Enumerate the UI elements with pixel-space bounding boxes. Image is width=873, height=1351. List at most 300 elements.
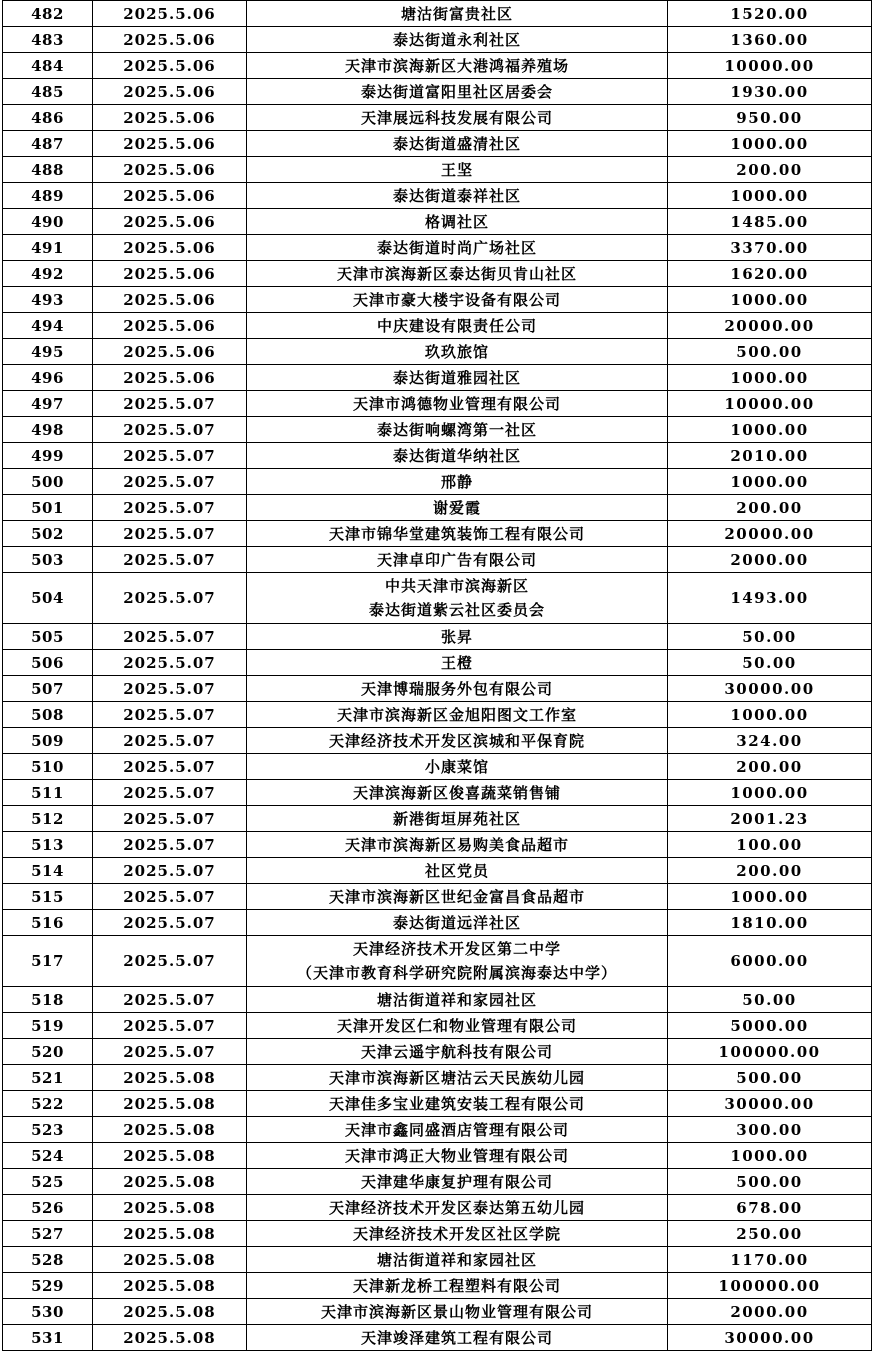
- row-amount: 1000.00: [668, 469, 872, 495]
- row-amount: 950.00: [668, 105, 872, 131]
- row-date: 2025.5.08: [93, 1247, 247, 1273]
- row-donor-name: [247, 884, 668, 910]
- donor-name-line: 天津市滨海新区易购美食品超市: [344, 835, 569, 854]
- row-amount: 1485.00: [668, 209, 872, 235]
- table-row: [3, 884, 872, 910]
- row-donor-name: [247, 858, 668, 884]
- row-number: 486: [3, 105, 93, 131]
- table-row: [3, 339, 872, 365]
- row-number: 524: [3, 1143, 93, 1169]
- row-number: 492: [3, 261, 93, 287]
- donor-name-line: 天津经济技术开发区社区学院: [352, 1224, 561, 1243]
- donor-name-line: 泰达街道时尚广场社区: [376, 238, 537, 257]
- row-number: 511: [3, 780, 93, 806]
- table-row: [3, 27, 872, 53]
- row-number: 504: [3, 573, 93, 624]
- table-row: [3, 1169, 872, 1195]
- row-amount: 1930.00: [668, 79, 872, 105]
- row-number: 509: [3, 728, 93, 754]
- row-amount: 30000.00: [668, 676, 872, 702]
- table-row: [3, 1117, 872, 1143]
- row-amount: 100000.00: [668, 1273, 872, 1299]
- row-date: 2025.5.08: [93, 1143, 247, 1169]
- donor-name-line-2: 泰达街道紫云社区委员会: [368, 601, 545, 619]
- table-row: [3, 1143, 872, 1169]
- row-number: 498: [3, 417, 93, 443]
- row-donor-name: [247, 443, 668, 469]
- table-row: [3, 157, 872, 183]
- row-donor-name: [247, 27, 668, 53]
- row-number: 483: [3, 27, 93, 53]
- row-amount: 100000.00: [668, 1039, 872, 1065]
- row-date: 2025.5.06: [93, 261, 247, 287]
- row-donor-name: [247, 1247, 668, 1273]
- donor-name-line: 中共天津市滨海新区: [384, 577, 529, 595]
- table-row: [3, 79, 872, 105]
- table-row: [3, 1013, 872, 1039]
- donor-name-line: 天津市滨海新区世纪金富昌食品超市: [328, 887, 585, 906]
- table-row: [3, 313, 872, 339]
- row-date: 2025.5.08: [93, 1195, 247, 1221]
- donor-name-line: 玖玖旅馆: [424, 342, 489, 361]
- row-number: 500: [3, 469, 93, 495]
- row-donor-name: [247, 987, 668, 1013]
- row-date: 2025.5.07: [93, 910, 247, 936]
- row-date: 2025.5.07: [93, 754, 247, 780]
- row-date: 2025.5.07: [93, 521, 247, 547]
- row-number: 496: [3, 365, 93, 391]
- donor-name-line: 邢静: [440, 472, 473, 491]
- donor-name-line: 天津卓印广告有限公司: [376, 550, 537, 569]
- row-number: 488: [3, 157, 93, 183]
- table-row: [3, 1247, 872, 1273]
- donor-name-line: 谢爱霞: [432, 498, 481, 517]
- row-amount: 100.00: [668, 832, 872, 858]
- row-donor-name: [247, 131, 668, 157]
- row-amount: 500.00: [668, 339, 872, 365]
- row-number: 521: [3, 1065, 93, 1091]
- row-number: 512: [3, 806, 93, 832]
- row-number: 531: [3, 1325, 93, 1351]
- donor-name-line: 王坚: [440, 160, 473, 179]
- row-date: 2025.5.08: [93, 1065, 247, 1091]
- table-row: [3, 936, 872, 987]
- row-amount: 1000.00: [668, 780, 872, 806]
- donor-name-line: 天津市滨海新区大港鸿福养殖场: [344, 56, 569, 75]
- row-donor-name: [247, 676, 668, 702]
- row-donor-name: [247, 910, 668, 936]
- row-donor-name: [247, 1273, 668, 1299]
- row-donor-name: [247, 1221, 668, 1247]
- table-row: [3, 728, 872, 754]
- row-number: 520: [3, 1039, 93, 1065]
- table-row: [3, 806, 872, 832]
- row-amount: 10000.00: [668, 391, 872, 417]
- donor-name-line: 天津佳多宝业建筑安装工程有限公司: [328, 1094, 585, 1113]
- table-row: [3, 702, 872, 728]
- row-number: 523: [3, 1117, 93, 1143]
- row-donor-name: [247, 1325, 668, 1351]
- row-date: 2025.5.08: [93, 1091, 247, 1117]
- donor-name-line: 天津市滨海新区景山物业管理有限公司: [320, 1302, 593, 1321]
- row-number: 487: [3, 131, 93, 157]
- row-amount: 1000.00: [668, 365, 872, 391]
- table-row: [3, 1221, 872, 1247]
- table-row: [3, 261, 872, 287]
- table-row: [3, 858, 872, 884]
- donor-name-line: 天津云遥宇航科技有限公司: [360, 1042, 553, 1061]
- table-row: [3, 780, 872, 806]
- donor-name-line: 泰达街道永利社区: [392, 30, 521, 49]
- row-amount: 1000.00: [668, 287, 872, 313]
- row-number: 528: [3, 1247, 93, 1273]
- donor-name-line: 天津新龙桥工程塑料有限公司: [352, 1276, 561, 1295]
- row-amount: 1520.00: [668, 1, 872, 27]
- donor-name-line: 泰达街道富阳里社区居委会: [360, 82, 553, 101]
- row-amount: 500.00: [668, 1169, 872, 1195]
- row-amount: 1360.00: [668, 27, 872, 53]
- row-number: 506: [3, 650, 93, 676]
- row-number: 495: [3, 339, 93, 365]
- table-row: [3, 573, 872, 624]
- row-date: 2025.5.07: [93, 624, 247, 650]
- donor-name-line: 天津市鸿德物业管理有限公司: [352, 394, 561, 413]
- row-amount: 1000.00: [668, 131, 872, 157]
- table-row: [3, 365, 872, 391]
- table-row: [3, 754, 872, 780]
- row-donor-name: [247, 417, 668, 443]
- row-date: 2025.5.08: [93, 1169, 247, 1195]
- row-donor-name: [247, 1117, 668, 1143]
- row-number: 525: [3, 1169, 93, 1195]
- row-number: 489: [3, 183, 93, 209]
- row-date: 2025.5.06: [93, 1, 247, 27]
- row-donor-name: [247, 1091, 668, 1117]
- row-donor-name: [247, 806, 668, 832]
- row-number: 526: [3, 1195, 93, 1221]
- table-row: [3, 53, 872, 79]
- table-row: [3, 391, 872, 417]
- row-amount: 5000.00: [668, 1013, 872, 1039]
- row-amount: 300.00: [668, 1117, 872, 1143]
- table-row: [3, 1325, 872, 1351]
- table-row: [3, 832, 872, 858]
- row-donor-name: [247, 780, 668, 806]
- row-number: 513: [3, 832, 93, 858]
- row-donor-name: [247, 1, 668, 27]
- table-row: [3, 235, 872, 261]
- row-amount: 1493.00: [668, 573, 872, 624]
- row-number: 514: [3, 858, 93, 884]
- table-row: [3, 1091, 872, 1117]
- row-number: 507: [3, 676, 93, 702]
- row-amount: 1000.00: [668, 1143, 872, 1169]
- row-date: 2025.5.06: [93, 105, 247, 131]
- row-amount: 50.00: [668, 624, 872, 650]
- row-donor-name: [247, 235, 668, 261]
- row-date: 2025.5.06: [93, 79, 247, 105]
- row-number: 518: [3, 987, 93, 1013]
- donor-name-line: 天津市鑫同盛酒店管理有限公司: [344, 1120, 569, 1139]
- row-number: 491: [3, 235, 93, 261]
- row-date: 2025.5.06: [93, 287, 247, 313]
- row-amount: 3370.00: [668, 235, 872, 261]
- row-number: 515: [3, 884, 93, 910]
- row-donor-name: [247, 53, 668, 79]
- table-row: [3, 987, 872, 1013]
- row-number: 503: [3, 547, 93, 573]
- row-number: 484: [3, 53, 93, 79]
- row-donor-name: [247, 521, 668, 547]
- row-donor-name: [247, 624, 668, 650]
- row-date: 2025.5.07: [93, 858, 247, 884]
- row-amount: 20000.00: [668, 313, 872, 339]
- row-amount: 1000.00: [668, 417, 872, 443]
- table-row: [3, 287, 872, 313]
- donor-name-line: 天津经济技术开发区泰达第五幼儿园: [328, 1198, 585, 1217]
- row-date: 2025.5.07: [93, 780, 247, 806]
- row-donor-name: [247, 79, 668, 105]
- row-date: 2025.5.07: [93, 443, 247, 469]
- row-amount: 2001.23: [668, 806, 872, 832]
- table-row: [3, 443, 872, 469]
- row-amount: 2000.00: [668, 1299, 872, 1325]
- row-date: 2025.5.06: [93, 53, 247, 79]
- donor-name-line: 天津滨海新区俊喜蔬菜销售铺: [352, 783, 561, 802]
- row-date: 2025.5.07: [93, 547, 247, 573]
- row-donor-name: [247, 105, 668, 131]
- row-donor-name: [247, 547, 668, 573]
- row-amount: 20000.00: [668, 521, 872, 547]
- row-number: 522: [3, 1091, 93, 1117]
- row-donor-name: [247, 313, 668, 339]
- row-amount: 1620.00: [668, 261, 872, 287]
- row-amount: 1810.00: [668, 910, 872, 936]
- row-number: 510: [3, 754, 93, 780]
- row-date: 2025.5.06: [93, 27, 247, 53]
- row-date: 2025.5.06: [93, 131, 247, 157]
- donor-name-line: 天津市滨海新区金旭阳图文工作室: [336, 705, 577, 724]
- donation-table-body: [3, 1, 872, 1351]
- row-amount: 6000.00: [668, 936, 872, 987]
- row-number: 482: [3, 1, 93, 27]
- donor-name-line: 天津博瑞服务外包有限公司: [360, 679, 553, 698]
- table-row: [3, 495, 872, 521]
- row-donor-name: [247, 832, 668, 858]
- donor-name-line: 天津市豪大楼宇设备有限公司: [352, 290, 561, 309]
- row-amount: 10000.00: [668, 53, 872, 79]
- row-donor-name: [247, 339, 668, 365]
- table-row: [3, 469, 872, 495]
- donor-name-line: 天津开发区仁和物业管理有限公司: [336, 1016, 577, 1035]
- row-donor-name: [247, 936, 668, 987]
- row-number: 497: [3, 391, 93, 417]
- table-row: [3, 183, 872, 209]
- row-number: 519: [3, 1013, 93, 1039]
- row-number: 490: [3, 209, 93, 235]
- donor-name-line: 塘沽街道祥和家园社区: [376, 1250, 537, 1269]
- row-date: 2025.5.07: [93, 1013, 247, 1039]
- row-number: 494: [3, 313, 93, 339]
- donor-name-line: 格调社区: [424, 212, 489, 231]
- row-donor-name: [247, 157, 668, 183]
- row-number: 505: [3, 624, 93, 650]
- donor-name-line: 天津市滨海新区泰达街贝肯山社区: [336, 264, 577, 283]
- donor-name-line: 泰达街响螺湾第一社区: [376, 420, 537, 439]
- donor-name-line: 泰达街道远洋社区: [392, 913, 521, 932]
- row-donor-name: [247, 1195, 668, 1221]
- row-date: 2025.5.08: [93, 1117, 247, 1143]
- row-amount: 50.00: [668, 650, 872, 676]
- row-date: 2025.5.07: [93, 495, 247, 521]
- row-donor-name: [247, 287, 668, 313]
- row-number: 527: [3, 1221, 93, 1247]
- row-donor-name: [247, 1169, 668, 1195]
- row-date: 2025.5.08: [93, 1221, 247, 1247]
- row-date: 2025.5.06: [93, 183, 247, 209]
- row-date: 2025.5.07: [93, 832, 247, 858]
- row-donor-name: [247, 495, 668, 521]
- row-donor-name: [247, 573, 668, 624]
- row-date: 2025.5.07: [93, 884, 247, 910]
- row-donor-name: [247, 1299, 668, 1325]
- row-amount: 50.00: [668, 987, 872, 1013]
- row-number: 529: [3, 1273, 93, 1299]
- row-donor-name: [247, 261, 668, 287]
- row-date: 2025.5.07: [93, 728, 247, 754]
- row-number: 516: [3, 910, 93, 936]
- row-donor-name: [247, 469, 668, 495]
- row-date: 2025.5.07: [93, 417, 247, 443]
- row-date: 2025.5.08: [93, 1273, 247, 1299]
- row-donor-name: [247, 702, 668, 728]
- table-row: [3, 624, 872, 650]
- row-date: 2025.5.07: [93, 987, 247, 1013]
- donor-name-line: 张昇: [440, 627, 473, 646]
- row-number: 517: [3, 936, 93, 987]
- table-row: [3, 1273, 872, 1299]
- row-donor-name: [247, 365, 668, 391]
- row-date: 2025.5.06: [93, 209, 247, 235]
- table-row: [3, 209, 872, 235]
- donor-name-line: 天津市锦华堂建筑装饰工程有限公司: [328, 524, 585, 543]
- row-donor-name: [247, 1039, 668, 1065]
- row-date: 2025.5.07: [93, 1039, 247, 1065]
- row-date: 2025.5.07: [93, 806, 247, 832]
- table-row: [3, 676, 872, 702]
- row-date: 2025.5.07: [93, 391, 247, 417]
- row-donor-name: [247, 754, 668, 780]
- donor-name-line: 社区党员: [424, 861, 489, 880]
- donor-name-line: 天津竣泽建筑工程有限公司: [360, 1328, 553, 1347]
- row-amount: 200.00: [668, 157, 872, 183]
- row-donor-name: [247, 728, 668, 754]
- donor-name-line: 泰达街道泰祥社区: [392, 186, 521, 205]
- row-number: 508: [3, 702, 93, 728]
- row-amount: 200.00: [668, 858, 872, 884]
- row-amount: 324.00: [668, 728, 872, 754]
- donor-name-line: 新港街垣屏苑社区: [392, 809, 521, 828]
- row-donor-name: [247, 1143, 668, 1169]
- row-date: 2025.5.07: [93, 469, 247, 495]
- row-date: 2025.5.06: [93, 157, 247, 183]
- donor-name-line: 塘沽街道祥和家园社区: [376, 990, 537, 1009]
- row-date: 2025.5.07: [93, 650, 247, 676]
- row-date: 2025.5.06: [93, 339, 247, 365]
- table-row: [3, 105, 872, 131]
- donor-name-line: 中庆建设有限责任公司: [376, 316, 537, 335]
- row-donor-name: [247, 183, 668, 209]
- donor-name-line: 泰达街道盛清社区: [392, 134, 521, 153]
- row-amount: 200.00: [668, 754, 872, 780]
- row-number: 485: [3, 79, 93, 105]
- row-amount: 30000.00: [668, 1091, 872, 1117]
- table-row: [3, 1195, 872, 1221]
- donor-name-line: 王橙: [440, 653, 473, 672]
- row-number: 530: [3, 1299, 93, 1325]
- table-row: [3, 1, 872, 27]
- row-donor-name: [247, 1065, 668, 1091]
- row-date: 2025.5.07: [93, 936, 247, 987]
- table-row: [3, 1039, 872, 1065]
- donor-name-line: 天津展远科技发展有限公司: [360, 108, 553, 127]
- row-date: 2025.5.07: [93, 573, 247, 624]
- donor-name-line: 小康菜馆: [424, 757, 489, 776]
- table-row: [3, 910, 872, 936]
- row-amount: 2000.00: [668, 547, 872, 573]
- row-amount: 1000.00: [668, 702, 872, 728]
- row-amount: 2010.00: [668, 443, 872, 469]
- donor-name-line: 天津市滨海新区塘沽云天民族幼儿园: [328, 1068, 585, 1087]
- donor-name-line: 天津经济技术开发区滨城和平保育院: [328, 731, 585, 750]
- table-row: [3, 1299, 872, 1325]
- row-donor-name: [247, 1013, 668, 1039]
- row-donor-name: [247, 391, 668, 417]
- row-amount: 500.00: [668, 1065, 872, 1091]
- row-number: 502: [3, 521, 93, 547]
- row-date: 2025.5.08: [93, 1325, 247, 1351]
- row-number: 501: [3, 495, 93, 521]
- row-date: 2025.5.06: [93, 313, 247, 339]
- row-date: 2025.5.08: [93, 1299, 247, 1325]
- donor-name-line: 泰达街道雅园社区: [392, 368, 521, 387]
- row-number: 499: [3, 443, 93, 469]
- row-amount: 1170.00: [668, 1247, 872, 1273]
- table-row: [3, 1065, 872, 1091]
- table-row: [3, 131, 872, 157]
- row-amount: 678.00: [668, 1195, 872, 1221]
- row-amount: 250.00: [668, 1221, 872, 1247]
- donor-name-line: 天津经济技术开发区第二中学: [352, 940, 561, 958]
- donor-name-line: 泰达街道华纳社区: [392, 446, 521, 465]
- table-row: [3, 521, 872, 547]
- table-row: [3, 547, 872, 573]
- donor-name-line-2: （天津市教育科学研究院附属滨海泰达中学）: [296, 964, 617, 982]
- table-row: [3, 417, 872, 443]
- row-amount: 200.00: [668, 495, 872, 521]
- row-amount: 1000.00: [668, 183, 872, 209]
- row-number: 493: [3, 287, 93, 313]
- row-amount: 30000.00: [668, 1325, 872, 1351]
- row-date: 2025.5.06: [93, 365, 247, 391]
- table-row: [3, 650, 872, 676]
- donation-table: [2, 0, 872, 1351]
- donor-name-line: 塘沽街富贵社区: [400, 4, 513, 23]
- row-date: 2025.5.07: [93, 676, 247, 702]
- row-date: 2025.5.06: [93, 235, 247, 261]
- donor-name-line: 天津市鸿正大物业管理有限公司: [344, 1146, 569, 1165]
- row-donor-name: [247, 209, 668, 235]
